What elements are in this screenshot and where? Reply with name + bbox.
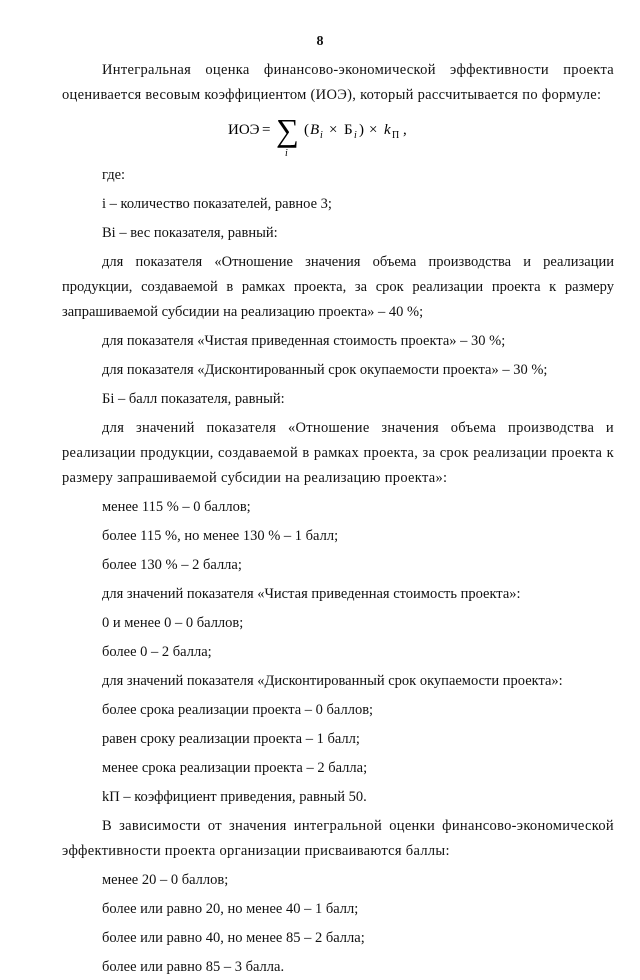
paragraph: В зависимости от значения интегральной оценки финансово-экономической эффективности проекта организации присваиваются баллы: bbox=[62, 818, 614, 859]
paragraph: более срока реализации проекта – 0 баллов; bbox=[102, 702, 374, 718]
paragraph: более 115 %, но менее 130 % – 1 балл; bbox=[102, 528, 339, 544]
paragraph: i – количество показателей, равное 3; bbox=[102, 196, 332, 212]
formula-comma: , bbox=[403, 122, 407, 138]
paragraph: более 130 % – 2 балла; bbox=[102, 557, 242, 573]
paragraph: равен сроку реализации проекта – 1 балл; bbox=[102, 731, 360, 747]
paragraph: для показателя «Отношение значения объема производства и реализации продукции, создаваемой в рамках проекта, за срок реализации проекта к размеру запрашиваемой субсидии на реализацию проекта» – 40 %; bbox=[62, 254, 614, 320]
page-number: 8 bbox=[316, 34, 324, 49]
paragraph: менее срока реализации проекта – 2 балла; bbox=[102, 760, 368, 776]
formula-lhs: ИОЭ bbox=[228, 122, 260, 138]
formula-coefficient: k bbox=[384, 122, 391, 138]
where-label: где: bbox=[102, 167, 126, 183]
formula bbox=[62, 110, 614, 160]
paragraph: для показателя «Дисконтированный срок окупаемости проекта» – 30 %; bbox=[102, 362, 548, 378]
paragraph: менее 115 % – 0 баллов; bbox=[102, 499, 251, 515]
paragraph: менее 20 – 0 баллов; bbox=[102, 872, 229, 888]
paragraph: для значений показателя «Чистая приведенная стоимость проекта»: bbox=[102, 586, 521, 602]
formula-svg bbox=[228, 110, 448, 160]
formula-score-index: i bbox=[354, 130, 357, 141]
paragraph: более или равно 85 – 3 балла. bbox=[102, 959, 285, 975]
paragraph: Bi – вес показателя, равный: bbox=[102, 225, 278, 241]
formula-score: Б bbox=[344, 122, 353, 138]
paragraph: Бi – балл показателя, равный: bbox=[102, 391, 285, 407]
formula-open-paren: ( bbox=[304, 122, 309, 138]
formula-coefficient-index: П bbox=[392, 130, 400, 141]
paragraph: более или равно 20, но менее 40 – 1 балл; bbox=[102, 901, 359, 917]
paragraph: для значений показателя «Дисконтированный срок окупаемости проекта»: bbox=[102, 673, 563, 689]
formula-times-2: × bbox=[369, 122, 378, 138]
formula-weight-index: i bbox=[320, 130, 323, 141]
formula-weight: B bbox=[310, 122, 320, 138]
paragraph: для значений показателя «Отношение значения объема производства и реализации продукции, создаваемой в рамках проекта, за срок реализации проекта к размеру запрашиваемой субсидии на реализацию проекта»: bbox=[62, 420, 614, 486]
paragraph: kП – коэффициент приведения, равный 50. bbox=[102, 789, 367, 805]
formula-close-paren: ) bbox=[359, 122, 364, 138]
formula-times-1: × bbox=[329, 122, 338, 138]
paragraph: 0 и менее 0 – 0 баллов; bbox=[102, 615, 244, 631]
intro-paragraph: Интегральная оценка финансово-экономической эффективности проекта оценивается весовым коэффициентом (ИОЭ), который рассчитывается по формуле: bbox=[62, 62, 614, 103]
paragraph: для показателя «Чистая приведенная стоимость проекта» – 30 %; bbox=[102, 333, 506, 349]
formula-equals: = bbox=[262, 122, 271, 138]
document-body bbox=[62, 58, 614, 980]
formula-sum-index: i bbox=[285, 148, 288, 159]
paragraph: более 0 – 2 балла; bbox=[102, 644, 212, 660]
paragraph: более или равно 40, но менее 85 – 2 балла; bbox=[102, 930, 365, 946]
formula-sum-symbol: ∑ bbox=[276, 112, 299, 148]
